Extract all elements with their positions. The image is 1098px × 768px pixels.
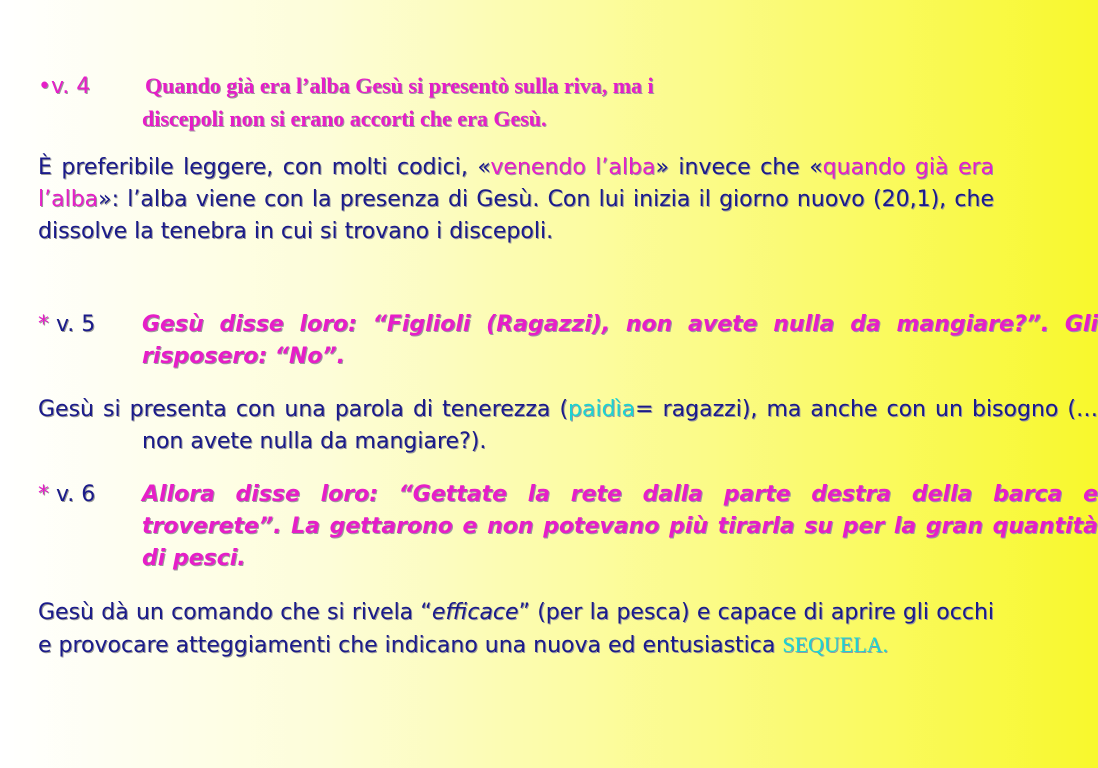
verse-4-line-1: Quando già era l’alba Gesù si presentò sulla riva, ma i xyxy=(144,73,654,98)
comment-1-part-3: »: l’alba viene con la presenza di Gesù. Con lui inizia il giorno nuovo (20,1), che dissolve la tenebra in cui si trovano i discepoli. xyxy=(38,187,994,244)
verse-4-label: v. 4 xyxy=(50,74,91,99)
comment-2-part-1: Gesù si presenta con una parola di tenerezza ( xyxy=(38,397,569,422)
verse-6-text: Allora disse loro: “Gettate la rete dalla parte destra della barca e troverete”. La gettarono e non potevano più tirarla su per la gran quantità di pesci. xyxy=(142,482,1098,571)
verse-5-star: * xyxy=(38,312,49,337)
comment-3 xyxy=(38,597,994,662)
verse-6-label: v. 6 xyxy=(56,482,96,507)
comment-1-highlight-2: quando già era l’alba xyxy=(38,155,995,212)
verse-4-block xyxy=(38,70,994,136)
comment-3-part-2: ” (per la pesca) e capace di aprire gli occhi e provocare atteggiamenti che indicano una nuova ed entusiastica xyxy=(38,600,994,658)
verse-6-star: * xyxy=(38,482,49,507)
comment-2 xyxy=(38,394,1098,458)
comment-1-highlight-1: venendo l’alba xyxy=(490,155,656,180)
verse-5-label: v. 5 xyxy=(56,312,96,337)
verse-5-block xyxy=(38,309,1098,373)
comment-2-highlight: paidìa xyxy=(568,397,636,422)
verse-5-text: Gesù disse loro: “Figlioli (Ragazzi), non avete nulla da mangiare?”. Gli risposero: “No”. xyxy=(142,312,1098,369)
comment-3-italic: efficace xyxy=(431,600,519,625)
comment-3-part-1: Gesù dà un comando che si rivela “ xyxy=(38,600,432,625)
comment-2-part-2: = ragazzi), ma anche con un bisogno (… non avete nulla da mangiare?). xyxy=(142,397,1098,454)
verse-6-block xyxy=(38,479,1098,575)
comment-1-part-2: » invece che « xyxy=(655,155,823,180)
verse-4-line-2: discepoli non si erano accorti che era Gesù. xyxy=(142,106,547,131)
comment-3-highlight: SEQUELA. xyxy=(782,632,889,657)
comment-1 xyxy=(38,152,994,248)
comment-1-part-1: È preferibile leggere, con molti codici, « xyxy=(38,155,491,180)
bullet: • xyxy=(38,74,51,99)
